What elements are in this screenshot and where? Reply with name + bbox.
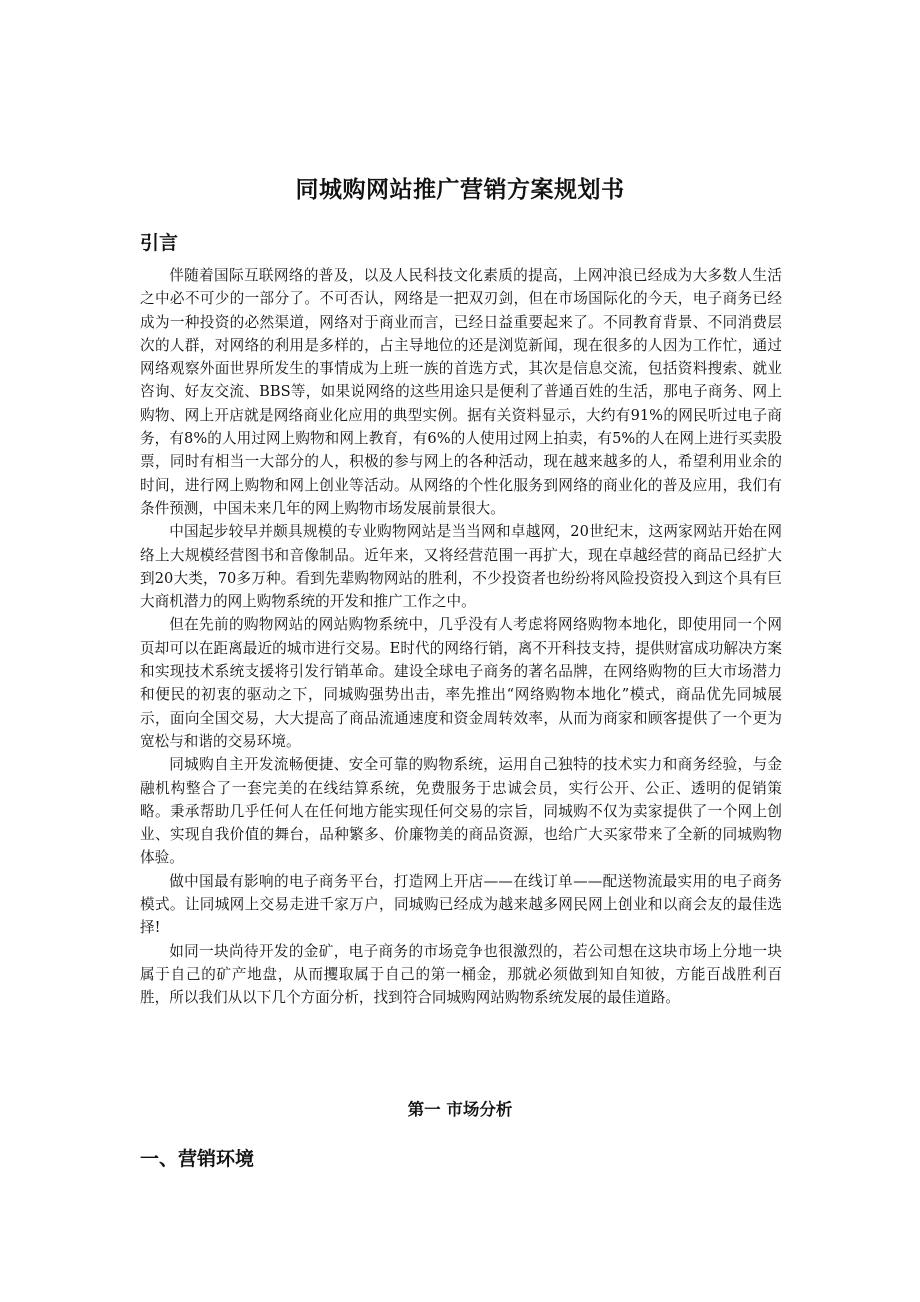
paragraph-5: 做中国最有影响的电子商务平台，打造网上开店——在线订单——配送物流最实用的电子商务模式。让同城网上交易走进千家万户，同城购已经成为越来越多网民网上创业和以商会友的最佳选择! bbox=[140, 872, 782, 937]
section-heading: 一、营销环境 bbox=[140, 1148, 255, 1170]
paragraph-2: 中国起步较早并颇具规模的专业购物网站是当当网和卓越网，20世纪末，这两家网站开始在网络上大规模经营图书和音像制品。近年来，又将经营范围一再扩大，现在卓越经营的商品已经扩大到20大类，70多万种。看到先辈购物网站的胜利，不少投资者也纷纷将风险投资投入到这个具有巨大商机潜力的网上购物系统的开发和推广工作之中。 bbox=[140, 523, 782, 611]
paragraph-3: 但在先前的购物网站的网站购物系统中，几乎没有人考虑将网络购物本地化，即使用同一个网页却可以在距离最近的城市进行交易。E时代的网络行销，离不开科技支持，提供财富成功解决方案和实现技术系统支援将引发行销革命。建设全球电子商务的著名品牌，在网络购物的巨大市场潜力和便民的初衷的驱动之下，同城购强势出击，率先推出“网络购物本地化”模式，商品优先同城展示，面向全国交易，大大提高了商品流通速度和资金周转效率，从而为商家和顾客提供了一个更为宽松与和谐的交易环境。 bbox=[140, 616, 782, 750]
intro-body bbox=[140, 264, 782, 1010]
document-title: 同城购网站推广营销方案规划书 bbox=[295, 176, 625, 203]
chapter-heading: 第一 市场分析 bbox=[407, 1100, 513, 1119]
paragraph-1: 伴随着国际互联网络的普及，以及人民科技文化素质的提高，上网冲浪已经成为大多数人生活之中必不可少的一部分了。不可否认，网络是一把双刃剑，但在市场国际化的今天，电子商务已经成为一种投资的必然渠道，网络对于商业而言，已经日益重要起来了。不同教育背景、不同消费层次的人群，对网络的利用是多样的，占主导地位的还是浏览新闻，现在很多的人因为工作忙，通过网络观察外面世界所发生的事情成为上班一族的首选方式，其次是信息交流，包括资料搜索、就业咨询、好友交流、BBS等，如果说网络的这些用途只是便利了普通百姓的生活，那电子商务、网上购物、网上开店就是网络商业化应用的典型实例。据有关资料显示，大约有91%的网民听过电子商务，有8%的人用过网上购物和网上教育，有6%的人使用过网上拍卖，有5%的人在网上进行买卖股票，同时有相当一大部分的人，积极的参与网上的各种活动，现在越来越多的人，希望利用业余的时间，进行网上购物和网上创业等活动。从网络的个性化服务到网络的商业化的普及应用，我们有条件预测，中国未来几年的网上购物市场发展前景很大。 bbox=[140, 267, 782, 517]
paragraph-6: 如同一块尚待开发的金矿，电子商务的市场竞争也很激烈的，若公司想在这块市场上分地一块属于自己的矿产地盘，从而攫取属于自己的第一桶金，那就必须做到知自知彼，方能百战胜利百胜，所以我们从以下几个方面分析，找到符合同城购网站购物系统发展的最佳道路。 bbox=[140, 942, 782, 1007]
intro-heading: 引言 bbox=[140, 232, 179, 254]
paragraph-4: 同城购自主开发流畅便捷、安全可靠的购物系统，运用自己独特的技术实力和商务经验，与金融机构整合了一套完美的在线结算系统，免费服务于忠诚会员，实行公开、公正、透明的促销策略。秉承帮助几乎任何人在任何地方能实现任何交易的宗旨，同城购不仅为卖家提供了一个网上创业、实现自我价值的舞台，品种繁多、价廉物美的商品资源，也给广大买家带来了全新的同城购物体验。 bbox=[140, 756, 782, 867]
